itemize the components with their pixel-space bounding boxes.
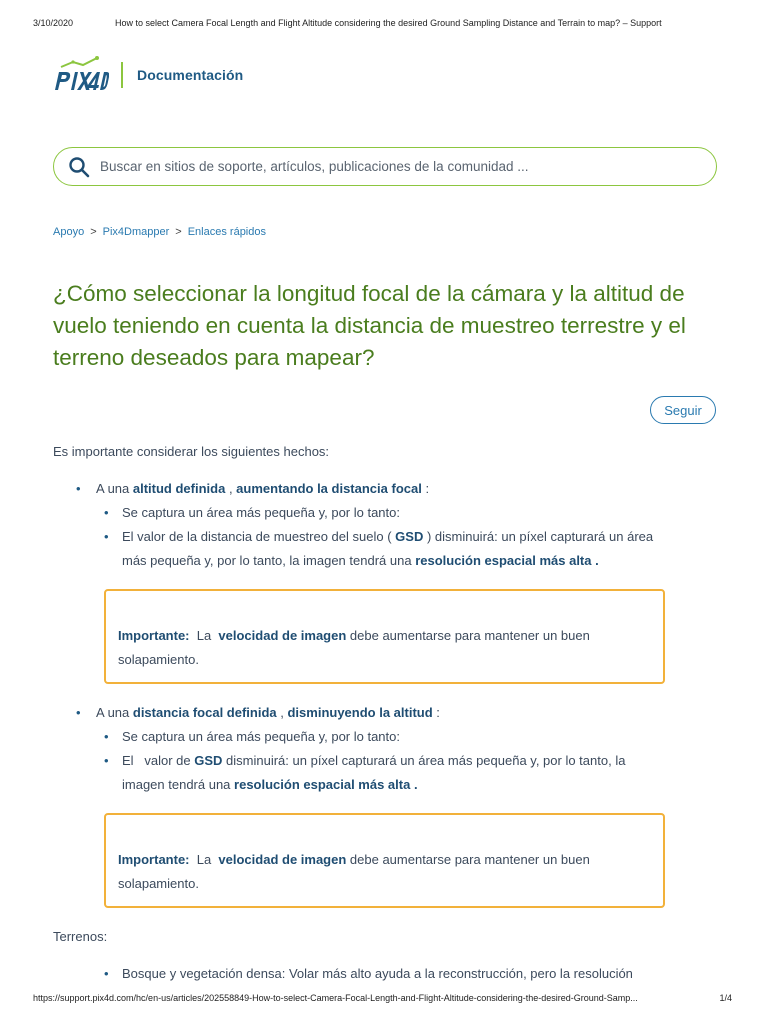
callout-label: Importante: xyxy=(118,628,190,643)
pix4d-logo[interactable] xyxy=(53,55,109,95)
search-bar[interactable] xyxy=(53,147,717,186)
breadcrumb xyxy=(53,226,266,238)
sub-list xyxy=(104,501,666,573)
list-item: • A una altitud definida , aumentando la distancia focal : • Se captura un área más pequeña y, por lo tanto: • El valor de la distancia de muestreo del suelo ( GSD ) disminuirá: un píxel capturará un área más pequeña y, por lo tanto, la imagen tendrá una resolución espacial más alta . xyxy=(76,477,666,573)
site-header xyxy=(53,55,243,95)
list-item: • Bosque y vegetación densa: Volar más alto ayuda a la reconstrucción, pero la resolución xyxy=(104,962,704,986)
breadcrumb-item-enlaces-rapidos[interactable]: Enlaces rápidos xyxy=(187,226,266,238)
follow-button[interactable]: Seguir xyxy=(650,396,716,424)
breadcrumb-separator: > xyxy=(175,226,182,238)
terrains-heading: Terrenos: xyxy=(53,929,108,944)
article-title: ¿Cómo seleccionar la longitud focal de la cámara y la altitud de vuelo teniendo en cuenta la distancia de muestreo terrestre y el terreno deseados para mapear? xyxy=(53,281,686,370)
print-url: https://support.pix4d.com/hc/en-us/articles/202558849-How-to-select-Camera-Focal-Length-and-Flight-Altitude-considering-the-desired-Ground-Samp... xyxy=(33,993,638,1003)
list-item: • El valor de la distancia de muestreo del suelo ( GSD ) disminuirá: un píxel capturará un área más pequeña y, por lo tanto, la imagen tendrá una resolución espacial más alta . xyxy=(104,525,666,573)
print-date: 3/10/2020 xyxy=(33,18,74,28)
list-item: • A una distancia focal definida , disminuyendo la altitud : • Se captura un área más pequeña y, por lo tanto: • El valor de GSD disminuirá: un píxel capturará un área más pequeña y, por lo tanto, la imagen tendrá una resolución espacial más alta . xyxy=(76,701,666,797)
page-number: 1/4 xyxy=(719,993,732,1003)
callout-label: Importante: xyxy=(118,852,190,867)
breadcrumb-item-pix4dmapper[interactable]: Pix4Dmapper xyxy=(102,226,170,238)
list-item: • Se captura un área más pequeña y, por lo tanto: xyxy=(104,725,666,749)
terrains-list xyxy=(104,962,704,986)
print-page-title: How to select Camera Focal Length and Flight Altitude considering the desired Ground Sampling Distance and Terrain to map? – Support xyxy=(115,18,662,28)
intro-text: Es importante considerar los siguientes hechos: xyxy=(53,444,330,459)
list-item: • Se captura un área más pequeña y, por lo tanto: xyxy=(104,501,666,525)
search-icon[interactable] xyxy=(68,156,90,178)
facts-list-2 xyxy=(76,701,666,797)
list-item: • El valor de GSD disminuirá: un píxel capturará un área más pequeña y, por lo tanto, la imagen tendrá una resolución espacial más alta . xyxy=(104,749,666,797)
breadcrumb-item-apoyo[interactable]: Apoyo xyxy=(53,226,85,238)
important-callout: Importante: La velocidad de imagen debe aumentarse para mantener un buen solapamiento. xyxy=(104,589,665,684)
breadcrumb-separator: > xyxy=(90,226,97,238)
print-header xyxy=(33,18,732,28)
facts-list-1 xyxy=(76,477,666,573)
search-input[interactable]: Buscar en sitios de soporte, artículos, publicaciones de la comunidad ... xyxy=(100,159,529,174)
important-callout: Importante: La velocidad de imagen debe aumentarse para mantener un buen solapamiento. xyxy=(104,813,665,908)
logo-divider xyxy=(121,62,123,88)
documentation-link[interactable]: Documentación xyxy=(137,67,244,83)
sub-list xyxy=(104,725,666,797)
print-footer xyxy=(33,993,732,1003)
